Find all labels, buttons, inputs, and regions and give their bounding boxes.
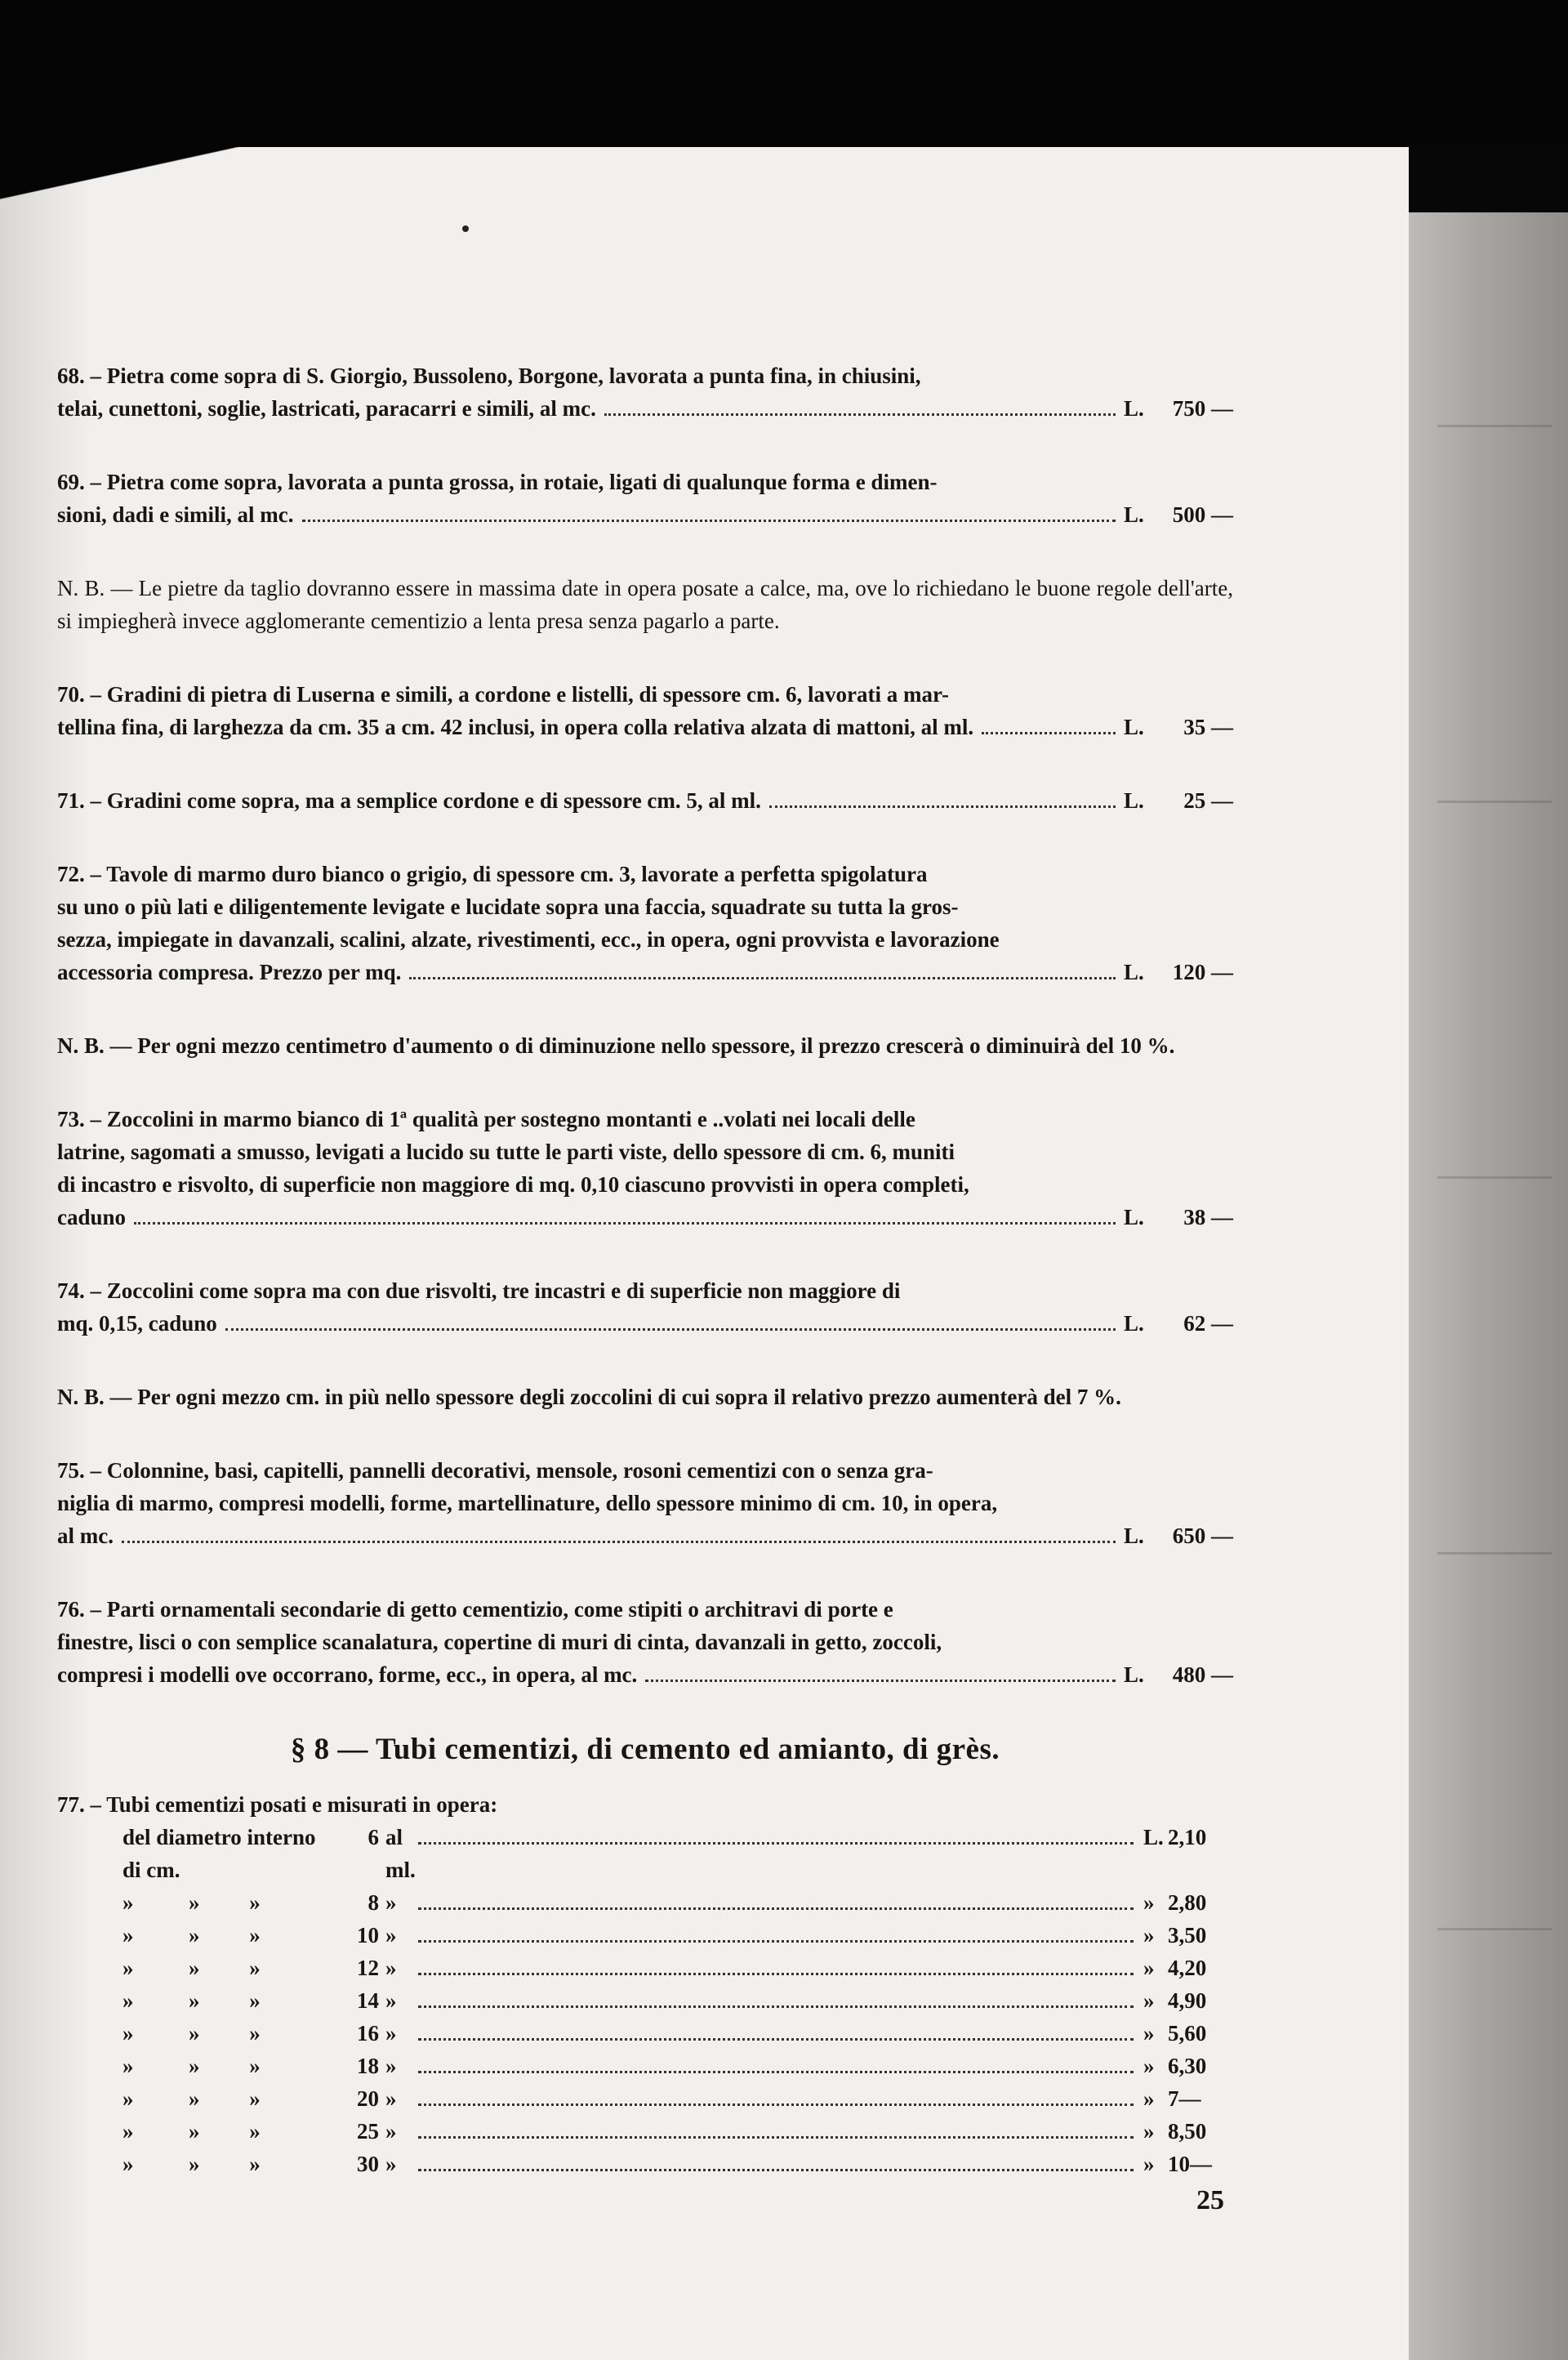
entry-final-line [57, 1519, 1233, 1552]
tube-unit: al ml. [385, 1825, 416, 1882]
dot-leader [418, 2038, 1134, 2041]
tube-row-label: » » » [122, 2054, 261, 2078]
tube-row [57, 1952, 1233, 1984]
currency-label: L. [1124, 960, 1144, 984]
price-entry [57, 1103, 1233, 1234]
currency-label: » [1143, 1988, 1155, 2013]
entry-text-line: mq. 0,15, caduno [57, 1311, 217, 1336]
price-value: 500 — [1172, 502, 1233, 527]
entry-text-line: telai, cunettoni, soglie, lastricati, paracarri e simili, al mc. [57, 396, 596, 421]
entry-text-line: sioni, dadi e simili, al mc. [57, 502, 294, 527]
currency-label: » [1143, 2086, 1155, 2111]
entry-final-line [57, 498, 1233, 531]
dot-leader [418, 1907, 1134, 1910]
tube-row-label: » » » [122, 1890, 261, 1915]
tube-price: 4,20 [1168, 1956, 1207, 1980]
dot-leader [769, 805, 1116, 808]
dot-leader [418, 1973, 1134, 1975]
currency-label: » [1143, 2152, 1155, 2176]
entry-text-line: 70. – Gradini di pietra di Luserna e simili, a cordone e listelli, di spessore cm. 6, lavorati a mar- [57, 682, 949, 707]
scan-corner-shadow [0, 147, 261, 204]
price-value: 38 — [1183, 1205, 1233, 1229]
currency-label: L. [1124, 1662, 1144, 1687]
tubes-intro: 77. – Tubi cementizi posati e misurati in opera: [57, 1792, 498, 1817]
tube-diameter: 18 [357, 2054, 379, 2078]
tube-unit: » [385, 2152, 397, 2176]
price-value: 62 — [1183, 1311, 1233, 1336]
currency-label: L. [1124, 1205, 1144, 1229]
tube-row [57, 2082, 1233, 2115]
price-value: 35 — [1183, 715, 1233, 739]
dot-leader [302, 520, 1116, 522]
entry-final-line [57, 1201, 1233, 1234]
currency-label: » [1143, 2119, 1155, 2144]
show-through-line [1437, 1928, 1552, 1930]
tube-diameter: 25 [357, 2119, 379, 2144]
tube-row [57, 1821, 1233, 1886]
show-through-line [1437, 425, 1552, 427]
tube-row-label: » » » [122, 2119, 261, 2144]
dot-leader [418, 2071, 1134, 2073]
document-body [57, 359, 1233, 2180]
tube-unit: » [385, 1956, 397, 1980]
tube-row [57, 1984, 1233, 2017]
currency-label: L. [1124, 396, 1144, 421]
dot-leader [122, 1541, 1116, 1543]
tube-price: 2,80 [1168, 1890, 1207, 1915]
dot-leader [418, 1940, 1134, 1943]
currency-label: » [1143, 1890, 1155, 1915]
price-value: 650 — [1172, 1524, 1233, 1548]
tube-row-label: » » » [122, 1956, 261, 1980]
entry-text-line: compresi i modelli ove occorrano, forme, ecc., in opera, al mc. [57, 1662, 638, 1687]
currency-label: L. [1124, 1311, 1144, 1336]
entry-text-line: su uno o più lati e diligentemente levigate e lucidate sopra una faccia, squadrate su tutta la gros- [57, 894, 959, 919]
tube-row-label: del diametro interno di cm. [122, 1825, 316, 1882]
currency-label: L. [1124, 715, 1144, 739]
currency-label: L. [1143, 1825, 1164, 1849]
entries-block-1 [57, 359, 1233, 531]
tube-row [57, 2050, 1233, 2082]
entry-final-line [57, 1307, 1233, 1340]
tube-row-label: » » » [122, 2086, 261, 2111]
scan-border-right-top [1409, 147, 1568, 212]
ink-speck [462, 225, 469, 232]
dot-leader [982, 732, 1116, 734]
entry-text-line: di incastro e risvolto, di superficie non maggiore di mq. 0,10 ciascuno provvisti in opera completi, [57, 1172, 969, 1197]
entry-text-line: latrine, sagomati a smusso, levigati a lucido su tutte le parti viste, dello spessore di cm. 6, muniti [57, 1140, 955, 1164]
entry-final-line [57, 956, 1233, 988]
dot-leader [418, 2005, 1134, 2008]
tube-diameter: 8 [368, 1890, 379, 1915]
tube-diameter: 14 [357, 1988, 379, 2013]
dot-leader [134, 1222, 1116, 1225]
tube-diameter: 20 [357, 2086, 379, 2111]
tube-unit: » [385, 1890, 397, 1915]
scan-underlying-page [1409, 212, 1568, 2360]
dot-leader [418, 2136, 1134, 2139]
entry-text-line: 72. – Tavole di marmo duro bianco o grigio, di spessore cm. 3, lavorate a perfetta spigolatura [57, 862, 928, 886]
tube-row [57, 1886, 1233, 1919]
tube-diameter: 16 [357, 2021, 379, 2045]
currency-label: » [1143, 2021, 1155, 2045]
note-1: N. B. — Le pietre da taglio dovranno essere in massima date in opera posate a calce, ma, ove lo richiedano le buone regole dell'arte, si impiegherà invece agglomerante cementizio a lenta presa senza pagarlo a parte. [57, 576, 1233, 633]
entry-text-line: al mc. [57, 1524, 114, 1548]
tube-unit: » [385, 2054, 397, 2078]
price-entry [57, 359, 1233, 425]
tube-row [57, 2115, 1233, 2148]
tube-unit: » [385, 1923, 397, 1947]
dot-leader [604, 413, 1116, 416]
tube-unit: » [385, 2086, 397, 2111]
entry-text-line: sezza, impiegate in davanzali, scalini, alzate, rivestimenti, ecc., in opera, ogni provvista e lavorazione [57, 927, 1000, 952]
dot-leader [225, 1328, 1116, 1331]
tube-price: 2,10 [1168, 1825, 1207, 1849]
entry-text-line: niglia di marmo, compresi modelli, forme, martellinature, dello spessore minimo di cm. 10, in opera, [57, 1491, 998, 1515]
price-value: 750 — [1172, 396, 1233, 421]
show-through-line [1437, 801, 1552, 803]
entry-text-line: tellina fina, di larghezza da cm. 35 a cm. 42 inclusi, in opera colla relativa alzata di mattoni, al ml. [57, 715, 974, 739]
entry-final-line [57, 784, 1233, 817]
entry-text-line: 68. – Pietra come sopra di S. Giorgio, Bussoleno, Borgone, lavorata a punta fina, in chiusini, [57, 364, 921, 388]
entry-text-line: 71. – Gradini come sopra, ma a semplice cordone e di spessore cm. 5, al ml. [57, 788, 761, 813]
tube-row-label: » » » [122, 2021, 261, 2045]
currency-label: L. [1124, 788, 1144, 813]
entry-text-line: 75. – Colonnine, basi, capitelli, pannelli decorativi, mensole, rosoni cementizi con o senza gra- [57, 1458, 933, 1483]
price-value: 25 — [1183, 788, 1233, 813]
price-value: 120 — [1172, 960, 1233, 984]
entries-block-3 [57, 1103, 1233, 1340]
tube-unit: » [385, 2021, 397, 2045]
entry-final-line [57, 711, 1233, 743]
currency-label: » [1143, 1956, 1155, 1980]
tube-price: 6,30 [1168, 2054, 1207, 2078]
tube-row-label: » » » [122, 1923, 261, 1947]
show-through-line [1437, 1176, 1552, 1179]
price-entry [57, 858, 1233, 988]
currency-label: » [1143, 1923, 1155, 1947]
tube-diameter: 10 [357, 1923, 379, 1947]
tube-row [57, 2148, 1233, 2180]
tube-row-label: » » » [122, 2152, 261, 2176]
tube-price: 5,60 [1168, 2021, 1207, 2045]
page-number: 25 [1196, 2185, 1224, 2215]
currency-label: L. [1124, 1524, 1144, 1548]
tube-price: 7— [1168, 2086, 1201, 2111]
entries-block-4 [57, 1454, 1233, 1691]
price-entry [57, 678, 1233, 743]
tube-row [57, 2017, 1233, 2050]
entry-text-line: accessoria compresa. Prezzo per mq. [57, 960, 402, 984]
note-2: N. B. — Per ogni mezzo centimetro d'aumento o di diminuzione nello spessore, il prezzo crescerà o diminuirà del 10 %. [57, 1033, 1175, 1058]
entry-final-line [57, 1658, 1233, 1691]
tube-diameter: 12 [357, 1956, 379, 1980]
price-entry [57, 1274, 1233, 1340]
entry-text-line: 73. – Zoccolini in marmo bianco di 1ª qualità per sostegno montanti e ..volati nei locali delle [57, 1107, 915, 1131]
entry-text-line: caduno [57, 1205, 127, 1229]
price-entry [57, 784, 1233, 817]
entry-text-line: finestre, lisci o con semplice scanalatura, copertine di muri di cinta, davanzali in getto, zoccoli, [57, 1630, 942, 1654]
tube-price: 10— [1168, 2152, 1212, 2176]
tube-unit: » [385, 1988, 397, 2013]
dot-leader [418, 1842, 1134, 1845]
dot-leader [409, 977, 1116, 979]
tube-price: 8,50 [1168, 2119, 1207, 2144]
dot-leader [645, 1680, 1116, 1682]
note-3: N. B. — Per ogni mezzo cm. in più nello spessore degli zoccolini di cui sopra il relativo prezzo aumenterà del 7 %. [57, 1385, 1121, 1409]
tube-row [57, 1919, 1233, 1952]
price-entry [57, 1454, 1233, 1552]
tubes-table [57, 1788, 1233, 2180]
tube-diameter: 6 [368, 1825, 379, 1849]
tube-rows [57, 1821, 1233, 2180]
entry-final-line [57, 392, 1233, 425]
currency-label: » [1143, 2054, 1155, 2078]
entry-text-line: 69. – Pietra come sopra, lavorata a punta grossa, in rotaie, ligati di qualunque forma e dimen- [57, 470, 938, 494]
tube-price: 4,90 [1168, 1988, 1207, 2013]
show-through-line [1437, 1552, 1552, 1555]
dot-leader [418, 2169, 1134, 2171]
tube-unit: » [385, 2119, 397, 2144]
currency-label: L. [1124, 502, 1144, 527]
tube-row-label: » » » [122, 1988, 261, 2013]
entries-block-2 [57, 678, 1233, 988]
price-value: 480 — [1172, 1662, 1233, 1687]
price-entry [57, 1593, 1233, 1691]
tube-diameter: 30 [357, 2152, 379, 2176]
price-entry [57, 466, 1233, 531]
dot-leader [418, 2103, 1134, 2106]
entry-text-line: 76. – Parti ornamentali secondarie di getto cementizio, come stipiti o architravi di porte e [57, 1597, 893, 1622]
entry-text-line: 74. – Zoccolini come sopra ma con due risvolti, tre incastri e di superficie non maggiore di [57, 1278, 901, 1303]
tube-price: 3,50 [1168, 1923, 1207, 1947]
section-title: § 8 — Tubi cementizi, di cemento ed amianto, di grès. [290, 1733, 1000, 1766]
